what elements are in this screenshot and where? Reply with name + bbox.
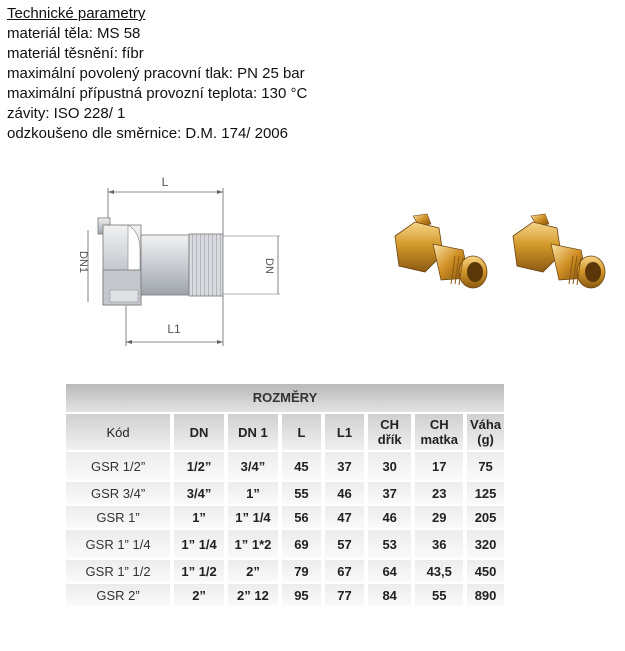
cell-value: 1” 1/4 [228, 506, 278, 528]
cell-code: GSR 1” [66, 506, 170, 528]
table-header-row [66, 414, 504, 450]
cell-value: 1” [174, 506, 224, 528]
col-header: CH dřík [368, 414, 411, 450]
cell-value: 37 [325, 452, 364, 480]
fitting-photo [385, 210, 495, 300]
col-header: Váha (g) [467, 414, 504, 450]
cell-code: GSR 1/2” [66, 452, 170, 480]
col-header: DN 1 [228, 414, 278, 450]
cell-value: 1/2” [174, 452, 224, 480]
table-row [66, 452, 504, 480]
cell-value: 69 [282, 530, 321, 558]
cell-value: 1” 1/4 [174, 530, 224, 558]
cell-value: 75 [467, 452, 504, 480]
cell-value: 17 [415, 452, 463, 480]
cell-value: 56 [282, 506, 321, 528]
cell-value: 67 [325, 560, 364, 582]
table-row [66, 530, 504, 558]
cell-value: 205 [467, 506, 504, 528]
cell-value: 95 [282, 584, 321, 606]
cell-value: 1” 1/2 [174, 560, 224, 582]
cell-value: 55 [415, 584, 463, 606]
cell-code: GSR 2” [66, 584, 170, 606]
table-row [66, 506, 504, 528]
cell-code: GSR 1” 1/2 [66, 560, 170, 582]
param-line: maximální povolený pracovní tlak: PN 25 bar [7, 65, 305, 82]
cell-value: 2” [228, 560, 278, 582]
dim-label-L1: L1 [167, 322, 181, 336]
cell-value: 46 [325, 482, 364, 504]
cell-value: 3/4” [174, 482, 224, 504]
cell-value: 64 [368, 560, 411, 582]
dim-label-DN: DN [263, 258, 275, 274]
cell-code: GSR 3/4” [66, 482, 170, 504]
param-line: odzkoušeno dle směrnice: D.M. 174/ 2006 [7, 125, 288, 142]
param-line: materiál těsnění: fíbr [7, 45, 144, 62]
cell-value: 29 [415, 506, 463, 528]
cell-value: 77 [325, 584, 364, 606]
cell-value: 84 [368, 584, 411, 606]
param-line: materiál těla: MS 58 [7, 25, 141, 42]
cell-value: 57 [325, 530, 364, 558]
parameters-heading: Technické parametry [7, 5, 146, 22]
table-row [66, 482, 504, 504]
cell-value: 2” [174, 584, 224, 606]
table-row [66, 560, 504, 582]
cell-value: 23 [415, 482, 463, 504]
cell-value: 2” 12 [228, 584, 278, 606]
cell-value: 36 [415, 530, 463, 558]
cell-value: 320 [467, 530, 504, 558]
cell-value: 55 [282, 482, 321, 504]
table-row [66, 584, 504, 606]
cell-value: 79 [282, 560, 321, 582]
dim-label-L: L [161, 175, 169, 189]
technical-parameters [7, 4, 307, 144]
cell-value: 1” 1*2 [228, 530, 278, 558]
col-header: L1 [325, 414, 364, 450]
cell-value: 450 [467, 560, 504, 582]
cell-value: 30 [368, 452, 411, 480]
param-line: závity: ISO 228/ 1 [7, 105, 126, 122]
col-header: L [282, 414, 321, 450]
technical-drawing [68, 170, 298, 350]
dim-label-DN1: DN1 [77, 250, 89, 274]
table-title: ROZMĚRY [66, 384, 504, 412]
cell-value: 37 [368, 482, 411, 504]
cell-value: 125 [467, 482, 504, 504]
cell-value: 1” [228, 482, 278, 504]
cell-value: 3/4” [228, 452, 278, 480]
cell-value: 43,5 [415, 560, 463, 582]
dimensions-table [66, 384, 504, 608]
cell-value: 45 [282, 452, 321, 480]
cell-value: 46 [368, 506, 411, 528]
col-header: CH matka [415, 414, 463, 450]
col-header: DN [174, 414, 224, 450]
param-line: maximální přípustná provozní teplota: 130 °C [7, 85, 308, 102]
fitting-photo [503, 210, 613, 300]
cell-code: GSR 1” 1/4 [66, 530, 170, 558]
cell-value: 890 [467, 584, 504, 606]
col-header: Kód [66, 414, 170, 450]
cell-value: 53 [368, 530, 411, 558]
cell-value: 47 [325, 506, 364, 528]
